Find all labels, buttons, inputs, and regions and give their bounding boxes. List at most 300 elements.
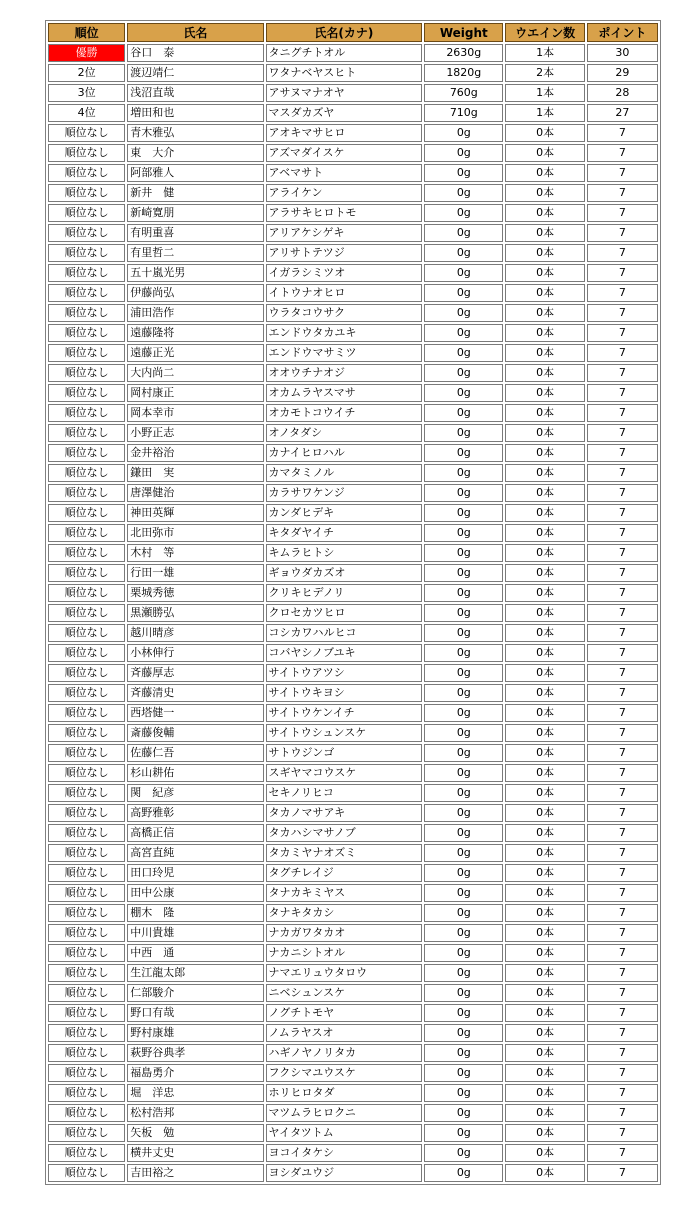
cell-rank: 順位なし [48, 344, 125, 362]
cell-kana: タカノマサアキ [266, 804, 423, 822]
cell-name: 新崎寛朋 [127, 204, 263, 222]
cell-rank: 順位なし [48, 444, 125, 462]
cell-points: 7 [587, 404, 658, 422]
cell-name: 黒瀬勝弘 [127, 604, 263, 622]
cell-count: 0本 [505, 624, 584, 642]
table-row [48, 664, 658, 682]
cell-points: 7 [587, 1064, 658, 1082]
cell-count: 1本 [505, 44, 584, 62]
cell-weight: 0g [424, 124, 503, 142]
table-row [48, 924, 658, 942]
table-row [48, 44, 658, 62]
cell-kana: サイトウアツシ [266, 664, 423, 682]
cell-kana: コバヤシノブユキ [266, 644, 423, 662]
cell-name: 青木雅弘 [127, 124, 263, 142]
cell-kana: エンドウマサミツ [266, 344, 423, 362]
cell-kana: エンドウタカユキ [266, 324, 423, 342]
cell-name: 有明重喜 [127, 224, 263, 242]
cell-points: 7 [587, 844, 658, 862]
cell-rank: 順位なし [48, 244, 125, 262]
cell-kana: ニベシュンスケ [266, 984, 423, 1002]
cell-name: 増田和也 [127, 104, 263, 122]
cell-points: 7 [587, 1124, 658, 1142]
cell-rank: 順位なし [48, 424, 125, 442]
cell-kana: タカハシマサノブ [266, 824, 423, 842]
table-row [48, 244, 658, 262]
cell-count: 0本 [505, 584, 584, 602]
results-table-container [45, 20, 661, 1185]
cell-name: 関 紀彦 [127, 784, 263, 802]
cell-kana: マツムラヒロクニ [266, 1104, 423, 1122]
table-row [48, 824, 658, 842]
cell-rank: 順位なし [48, 964, 125, 982]
cell-kana: カマタミノル [266, 464, 423, 482]
cell-kana: ナカニシトオル [266, 944, 423, 962]
cell-points: 7 [587, 364, 658, 382]
cell-count: 0本 [505, 824, 584, 842]
cell-weight: 0g [424, 1004, 503, 1022]
cell-name: 松村浩邦 [127, 1104, 263, 1122]
cell-kana: アオキマサヒロ [266, 124, 423, 142]
cell-kana: ヨシダユウジ [266, 1164, 423, 1182]
cell-name: 渡辺靖仁 [127, 64, 263, 82]
cell-weight: 0g [424, 1104, 503, 1122]
cell-name: 神田英輝 [127, 504, 263, 522]
cell-name: 栗城秀徳 [127, 584, 263, 602]
cell-weight: 0g [424, 664, 503, 682]
cell-rank: 順位なし [48, 544, 125, 562]
cell-weight: 0g [424, 844, 503, 862]
cell-weight: 0g [424, 764, 503, 782]
cell-points: 7 [587, 1084, 658, 1102]
cell-weight: 0g [424, 784, 503, 802]
cell-count: 0本 [505, 204, 584, 222]
cell-weight: 0g [424, 364, 503, 382]
cell-points: 7 [587, 164, 658, 182]
cell-weight: 0g [424, 264, 503, 282]
cell-name: 行田一雄 [127, 564, 263, 582]
cell-count: 0本 [505, 1104, 584, 1122]
cell-count: 0本 [505, 864, 584, 882]
table-row [48, 304, 658, 322]
cell-points: 7 [587, 284, 658, 302]
cell-kana: タカミヤナオズミ [266, 844, 423, 862]
cell-count: 0本 [505, 764, 584, 782]
table-row [48, 964, 658, 982]
cell-name: 高宮直純 [127, 844, 263, 862]
cell-rank: 順位なし [48, 1064, 125, 1082]
cell-rank: 順位なし [48, 524, 125, 542]
cell-kana: コシカワハルヒコ [266, 624, 423, 642]
cell-name: 吉田裕之 [127, 1164, 263, 1182]
cell-points: 7 [587, 224, 658, 242]
cell-kana: オオウチナオジ [266, 364, 423, 382]
table-row [48, 864, 658, 882]
cell-points: 7 [587, 324, 658, 342]
cell-points: 7 [587, 884, 658, 902]
cell-points: 7 [587, 604, 658, 622]
cell-count: 0本 [505, 564, 584, 582]
cell-name: 高野雅彰 [127, 804, 263, 822]
cell-count: 0本 [505, 124, 584, 142]
cell-count: 0本 [505, 144, 584, 162]
cell-points: 7 [587, 944, 658, 962]
cell-points: 7 [587, 904, 658, 922]
cell-weight: 0g [424, 944, 503, 962]
cell-kana: スギヤマコウスケ [266, 764, 423, 782]
cell-points: 7 [587, 964, 658, 982]
cell-rank: 順位なし [48, 384, 125, 402]
cell-rank: 順位なし [48, 1024, 125, 1042]
cell-weight: 0g [424, 1124, 503, 1142]
cell-weight: 0g [424, 1144, 503, 1162]
cell-points: 7 [587, 664, 658, 682]
cell-weight: 0g [424, 424, 503, 442]
header-kana: 氏名(カナ) [266, 23, 423, 42]
cell-rank: 順位なし [48, 724, 125, 742]
cell-weight: 0g [424, 344, 503, 362]
cell-name: 野村康雄 [127, 1024, 263, 1042]
header-weight: Weight [424, 23, 503, 42]
cell-points: 7 [587, 244, 658, 262]
cell-count: 0本 [505, 384, 584, 402]
cell-count: 0本 [505, 404, 584, 422]
cell-name: 遠藤隆将 [127, 324, 263, 342]
cell-name: 阿部雅人 [127, 164, 263, 182]
cell-name: 斎藤俊輔 [127, 724, 263, 742]
cell-name: 大内尚二 [127, 364, 263, 382]
table-header-row [48, 23, 658, 42]
cell-weight: 0g [424, 904, 503, 922]
cell-points: 7 [587, 1164, 658, 1182]
header-points: ポイント [587, 23, 658, 42]
cell-name: 福島勇介 [127, 1064, 263, 1082]
table-row [48, 204, 658, 222]
cell-count: 0本 [505, 224, 584, 242]
cell-count: 0本 [505, 444, 584, 462]
cell-name: 棚木 隆 [127, 904, 263, 922]
cell-count: 0本 [505, 184, 584, 202]
cell-rank: 順位なし [48, 684, 125, 702]
cell-kana: ヨコイタケシ [266, 1144, 423, 1162]
cell-name: 谷口 泰 [127, 44, 263, 62]
cell-weight: 0g [424, 404, 503, 422]
cell-rank: 順位なし [48, 564, 125, 582]
cell-weight: 0g [424, 444, 503, 462]
cell-kana: アリアケシゲキ [266, 224, 423, 242]
cell-weight: 0g [424, 524, 503, 542]
cell-points: 7 [587, 804, 658, 822]
cell-points: 7 [587, 204, 658, 222]
cell-rank: 順位なし [48, 984, 125, 1002]
cell-count: 0本 [505, 164, 584, 182]
cell-kana: アズマダイスケ [266, 144, 423, 162]
cell-rank: 順位なし [48, 364, 125, 382]
cell-weight: 0g [424, 484, 503, 502]
cell-name: 越川晴彦 [127, 624, 263, 642]
table-row [48, 484, 658, 502]
cell-weight: 0g [424, 1024, 503, 1042]
cell-rank: 順位なし [48, 824, 125, 842]
cell-name: 杉山耕佑 [127, 764, 263, 782]
cell-rank: 順位なし [48, 264, 125, 282]
cell-rank: 順位なし [48, 1124, 125, 1142]
cell-count: 0本 [505, 884, 584, 902]
cell-weight: 0g [424, 984, 503, 1002]
cell-rank: 順位なし [48, 804, 125, 822]
cell-name: 佐藤仁吾 [127, 744, 263, 762]
table-row [48, 324, 658, 342]
cell-kana: イガラシミツオ [266, 264, 423, 282]
cell-points: 7 [587, 344, 658, 362]
cell-kana: アサヌマナオヤ [266, 84, 423, 102]
table-row [48, 604, 658, 622]
cell-kana: オノタダシ [266, 424, 423, 442]
cell-name: 鎌田 実 [127, 464, 263, 482]
cell-count: 0本 [505, 1124, 584, 1142]
cell-name: 生江龍太郎 [127, 964, 263, 982]
cell-weight: 0g [424, 384, 503, 402]
cell-name: 北田弥市 [127, 524, 263, 542]
cell-points: 7 [587, 924, 658, 942]
cell-weight: 0g [424, 1164, 503, 1182]
cell-count: 0本 [505, 704, 584, 722]
cell-rank: 順位なし [48, 404, 125, 422]
table-row [48, 464, 658, 482]
table-row [48, 684, 658, 702]
cell-kana: ハギノヤノリタカ [266, 1044, 423, 1062]
cell-points: 7 [587, 444, 658, 462]
cell-name: 仁部駿介 [127, 984, 263, 1002]
cell-kana: サイトウキヨシ [266, 684, 423, 702]
table-row [48, 284, 658, 302]
table-row [48, 384, 658, 402]
cell-weight: 0g [424, 864, 503, 882]
cell-rank: 順位なし [48, 844, 125, 862]
cell-weight: 710g [424, 104, 503, 122]
cell-count: 0本 [505, 464, 584, 482]
cell-points: 7 [587, 624, 658, 642]
cell-kana: タニグチトオル [266, 44, 423, 62]
cell-kana: サイトウシュンスケ [266, 724, 423, 742]
cell-weight: 0g [424, 1044, 503, 1062]
table-row [48, 64, 658, 82]
table-row [48, 124, 658, 142]
cell-rank: 順位なし [48, 1104, 125, 1122]
cell-points: 7 [587, 1024, 658, 1042]
cell-points: 7 [587, 544, 658, 562]
cell-kana: キタダヤイチ [266, 524, 423, 542]
cell-kana: ノムラヤスオ [266, 1024, 423, 1042]
cell-weight: 0g [424, 324, 503, 342]
cell-count: 0本 [505, 324, 584, 342]
cell-name: 矢板 勉 [127, 1124, 263, 1142]
cell-points: 7 [587, 864, 658, 882]
cell-count: 0本 [505, 684, 584, 702]
cell-points: 7 [587, 484, 658, 502]
table-row [48, 444, 658, 462]
table-row [48, 944, 658, 962]
cell-name: 唐澤健治 [127, 484, 263, 502]
cell-rank: 順位なし [48, 484, 125, 502]
cell-weight: 0g [424, 704, 503, 722]
table-body [48, 44, 658, 1182]
cell-name: 新井 健 [127, 184, 263, 202]
cell-weight: 760g [424, 84, 503, 102]
cell-count: 0本 [505, 364, 584, 382]
cell-kana: キムラヒトシ [266, 544, 423, 562]
table-row [48, 744, 658, 762]
cell-points: 7 [587, 424, 658, 442]
cell-weight: 0g [424, 584, 503, 602]
cell-name: 高橋正信 [127, 824, 263, 842]
cell-points: 7 [587, 744, 658, 762]
cell-points: 7 [587, 384, 658, 402]
cell-kana: アリサトテツジ [266, 244, 423, 262]
cell-points: 7 [587, 264, 658, 282]
cell-rank: 順位なし [48, 124, 125, 142]
table-row [48, 584, 658, 602]
cell-count: 0本 [505, 904, 584, 922]
cell-rank: 順位なし [48, 784, 125, 802]
cell-count: 0本 [505, 344, 584, 362]
cell-rank: 順位なし [48, 184, 125, 202]
cell-points: 7 [587, 1104, 658, 1122]
table-row [48, 624, 658, 642]
table-row [48, 184, 658, 202]
cell-count: 0本 [505, 504, 584, 522]
cell-count: 0本 [505, 784, 584, 802]
cell-weight: 2630g [424, 44, 503, 62]
cell-count: 0本 [505, 1144, 584, 1162]
cell-kana: アベマサト [266, 164, 423, 182]
cell-name: 岡村康正 [127, 384, 263, 402]
table-row [48, 504, 658, 522]
table-row [48, 1024, 658, 1042]
cell-count: 0本 [505, 1084, 584, 1102]
cell-weight: 0g [424, 624, 503, 642]
cell-count: 0本 [505, 924, 584, 942]
cell-rank: 順位なし [48, 1164, 125, 1182]
cell-count: 0本 [505, 1004, 584, 1022]
cell-weight: 0g [424, 824, 503, 842]
table-row [48, 844, 658, 862]
cell-count: 0本 [505, 304, 584, 322]
cell-rank: 順位なし [48, 464, 125, 482]
cell-points: 7 [587, 824, 658, 842]
cell-count: 1本 [505, 84, 584, 102]
cell-count: 0本 [505, 604, 584, 622]
cell-count: 0本 [505, 844, 584, 862]
cell-points: 7 [587, 684, 658, 702]
cell-count: 0本 [505, 984, 584, 1002]
cell-count: 1本 [505, 104, 584, 122]
table-row [48, 1064, 658, 1082]
cell-name: 野口有哉 [127, 1004, 263, 1022]
cell-name: 遠藤正光 [127, 344, 263, 362]
cell-rank: 順位なし [48, 224, 125, 242]
table-row [48, 524, 658, 542]
cell-weight: 0g [424, 504, 503, 522]
table-row [48, 424, 658, 442]
cell-points: 7 [587, 464, 658, 482]
header-name: 氏名 [127, 23, 263, 42]
cell-name: 萩野谷典孝 [127, 1044, 263, 1062]
cell-kana: ホリヒロタダ [266, 1084, 423, 1102]
table-row [48, 1104, 658, 1122]
cell-points: 7 [587, 304, 658, 322]
cell-weight: 0g [424, 224, 503, 242]
cell-weight: 0g [424, 684, 503, 702]
table-row [48, 884, 658, 902]
cell-count: 0本 [505, 944, 584, 962]
cell-rank: 順位なし [48, 504, 125, 522]
cell-name: 有里哲二 [127, 244, 263, 262]
cell-rank: 順位なし [48, 904, 125, 922]
table-row [48, 1164, 658, 1182]
cell-points: 7 [587, 784, 658, 802]
cell-count: 0本 [505, 524, 584, 542]
cell-points: 7 [587, 124, 658, 142]
results-table [46, 21, 660, 1184]
cell-kana: オカモトコウイチ [266, 404, 423, 422]
cell-weight: 0g [424, 964, 503, 982]
cell-points: 7 [587, 724, 658, 742]
cell-kana: ワタナベヤスヒト [266, 64, 423, 82]
cell-rank: 順位なし [48, 884, 125, 902]
cell-count: 0本 [505, 1064, 584, 1082]
cell-name: 中川貴雄 [127, 924, 263, 942]
table-row [48, 104, 658, 122]
table-row [48, 804, 658, 822]
cell-points: 27 [587, 104, 658, 122]
table-row [48, 84, 658, 102]
cell-rank: 順位なし [48, 944, 125, 962]
cell-count: 0本 [505, 264, 584, 282]
cell-rank: 2位 [48, 64, 125, 82]
cell-rank: 順位なし [48, 664, 125, 682]
cell-points: 30 [587, 44, 658, 62]
table-row [48, 984, 658, 1002]
cell-points: 7 [587, 1144, 658, 1162]
cell-count: 0本 [505, 804, 584, 822]
cell-weight: 0g [424, 804, 503, 822]
cell-rank: 順位なし [48, 1004, 125, 1022]
cell-name: 小林伸行 [127, 644, 263, 662]
cell-rank: 順位なし [48, 324, 125, 342]
table-row [48, 644, 658, 662]
cell-name: 堀 洋忠 [127, 1084, 263, 1102]
cell-rank: 3位 [48, 84, 125, 102]
cell-count: 0本 [505, 964, 584, 982]
cell-count: 0本 [505, 544, 584, 562]
cell-kana: タグチレイジ [266, 864, 423, 882]
header-rank: 順位 [48, 23, 125, 42]
cell-points: 7 [587, 184, 658, 202]
cell-weight: 0g [424, 204, 503, 222]
cell-weight: 1820g [424, 64, 503, 82]
table-row [48, 164, 658, 182]
cell-count: 0本 [505, 424, 584, 442]
cell-points: 7 [587, 524, 658, 542]
table-row [48, 224, 658, 242]
cell-rank: 順位なし [48, 584, 125, 602]
cell-rank: 順位なし [48, 164, 125, 182]
cell-count: 2本 [505, 64, 584, 82]
cell-count: 0本 [505, 1044, 584, 1062]
table-row [48, 1004, 658, 1022]
cell-name: 斉藤清史 [127, 684, 263, 702]
